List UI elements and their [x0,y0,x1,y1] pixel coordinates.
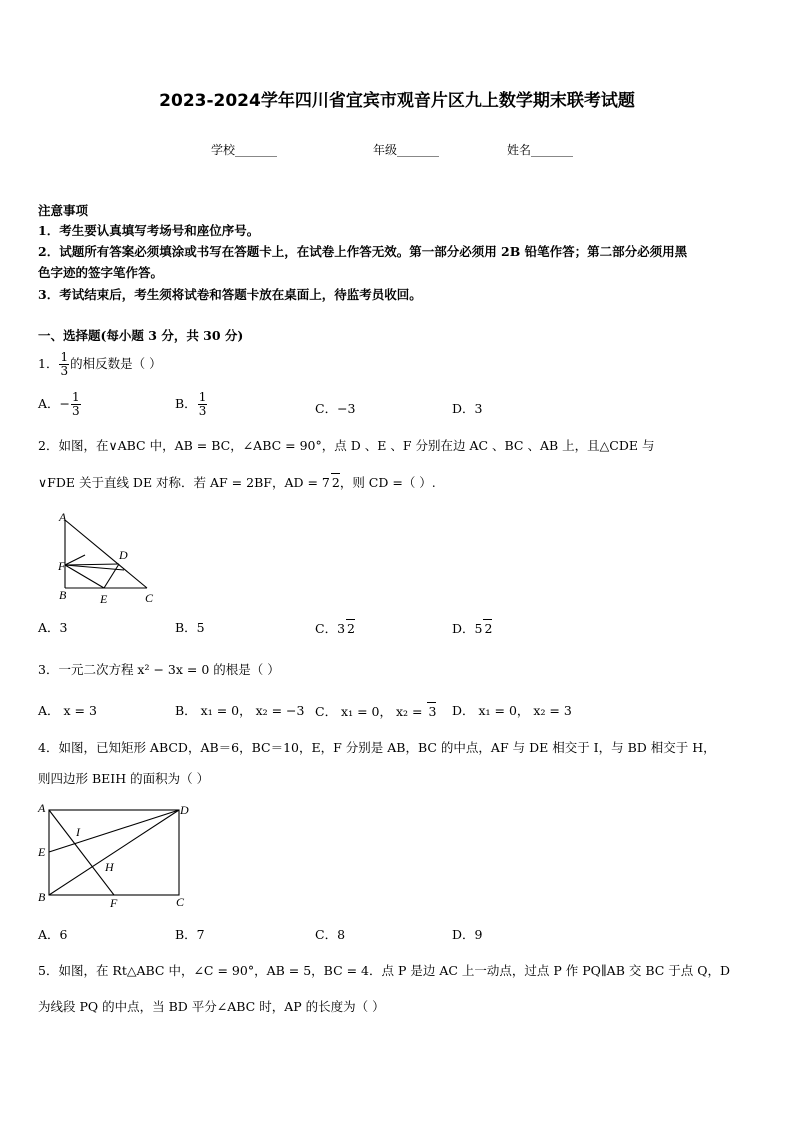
notice-item-3: 3．考试结束后，考生须将试卷和答题卡放在桌面上，待监考员收回。 [38,287,422,302]
q2-option-b[interactable]: B．5 [175,620,205,635]
grade-field[interactable]: 年级_______ [373,143,440,157]
label-a: A [59,510,67,524]
question-1-stem: 1． $\frac{1}{3}$ 的相反数是（ ） [38,350,162,378]
q4-option-b[interactable]: B．7 [175,927,205,942]
q2-figure [55,510,165,610]
label-e: E [38,845,46,859]
question-2-stem: 2．如图，在∨ABC 中，AB = BC，∠ABC = 90°，点 D 、E 、F 分别在边 AC 、BC 、AB 上，且△CDE 与 [38,438,655,453]
q1-option-c[interactable]: C．−3 [315,401,356,416]
exam-title: 2023-2024学年四川省宜宾市观音片区九上数学期末联考试题 [159,91,635,111]
section-heading: 一、选择题(每小题 3 分，共 30 分) [38,328,244,343]
q2-option-c[interactable]: C．3 2 [315,621,355,636]
question-2-stem-cont: ∨FDE 关于直线 DE 对称．若 AF = 2BF，AD = 7 2，则 CD =（ ）. [38,475,436,490]
q1-option-b[interactable]: B． $\frac{1}{3}$ [175,390,207,418]
q3-option-a[interactable]: A． x = 3 [38,703,97,718]
q4-figure [35,800,195,915]
q4-option-d[interactable]: D．9 [452,927,483,942]
label-b: B [59,588,67,602]
question-3-stem: 3．一元二次方程 x² − 3x = 0 的根是（ ） [38,662,280,677]
q2-option-a[interactable]: A．3 [38,620,68,635]
question-4-stem-cont: 则四边形 BEIH 的面积为（ ） [38,771,210,786]
label-c: C [176,895,185,909]
q4-option-a[interactable]: A．6 [38,927,68,942]
q2-option-d[interactable]: D．5 2 [452,621,493,636]
label-d: D [180,803,189,817]
q3-option-d[interactable]: D． x₁ = 0， x₂ = 3 [452,703,572,718]
label-h: H [105,860,114,874]
label-b: B [38,890,46,904]
question-5-stem-cont: 为线段 PQ 的中点，当 BD 平分∠ABC 时，AP 的长度为（ ） [38,999,385,1014]
q4-option-c[interactable]: C．8 [315,927,346,942]
question-4-stem: 4．如图，已知矩形 ABCD，AB＝6，BC＝10，E，F 分别是 AB，BC 的中点，AF 与 DE 相交于 I，与 BD 相交于 H， [38,740,716,755]
notice-item-2: 2．试题所有答案必须填涂或书写在答题卡上，在试卷上作答无效。第一部分必须用 2B 铅笔作答；第二部分必须用黑 [38,244,688,259]
label-f: F [110,896,118,910]
label-i: I [76,825,80,839]
notice-item-1: 1．考生要认真填写考场号和座位序号。 [38,223,260,238]
q1-option-a[interactable]: A．− $\frac{1}{3}$ [38,390,80,418]
label-a: A [38,801,46,815]
question-5-stem: 5．如图，在 Rt△ABC 中，∠C = 90°，AB = 5，BC = 4．点 P 是边 AC 上一动点，过点 P 作 PQ∥AB 交 BC 于点 Q，D [38,963,731,978]
q3-option-b[interactable]: B． x₁ = 0， x₂ = −3 [175,703,305,718]
name-field[interactable]: 姓名_______ [507,143,574,157]
label-c: C [145,591,154,605]
q3-option-c[interactable]: C． x₁ = 0， x₂ = 3 [315,704,437,719]
notice-item-2-cont: 色字迹的签字笔作答。 [38,265,164,280]
school-field[interactable]: 学校_______ [211,143,278,157]
fraction: $\frac{1}{3}$ [60,350,69,378]
q1-option-d[interactable]: D．3 [452,401,483,416]
label-f: F [58,559,66,573]
notice-heading: 注意事项 [38,203,89,218]
label-e: E [100,592,108,606]
label-d: D [119,548,128,562]
